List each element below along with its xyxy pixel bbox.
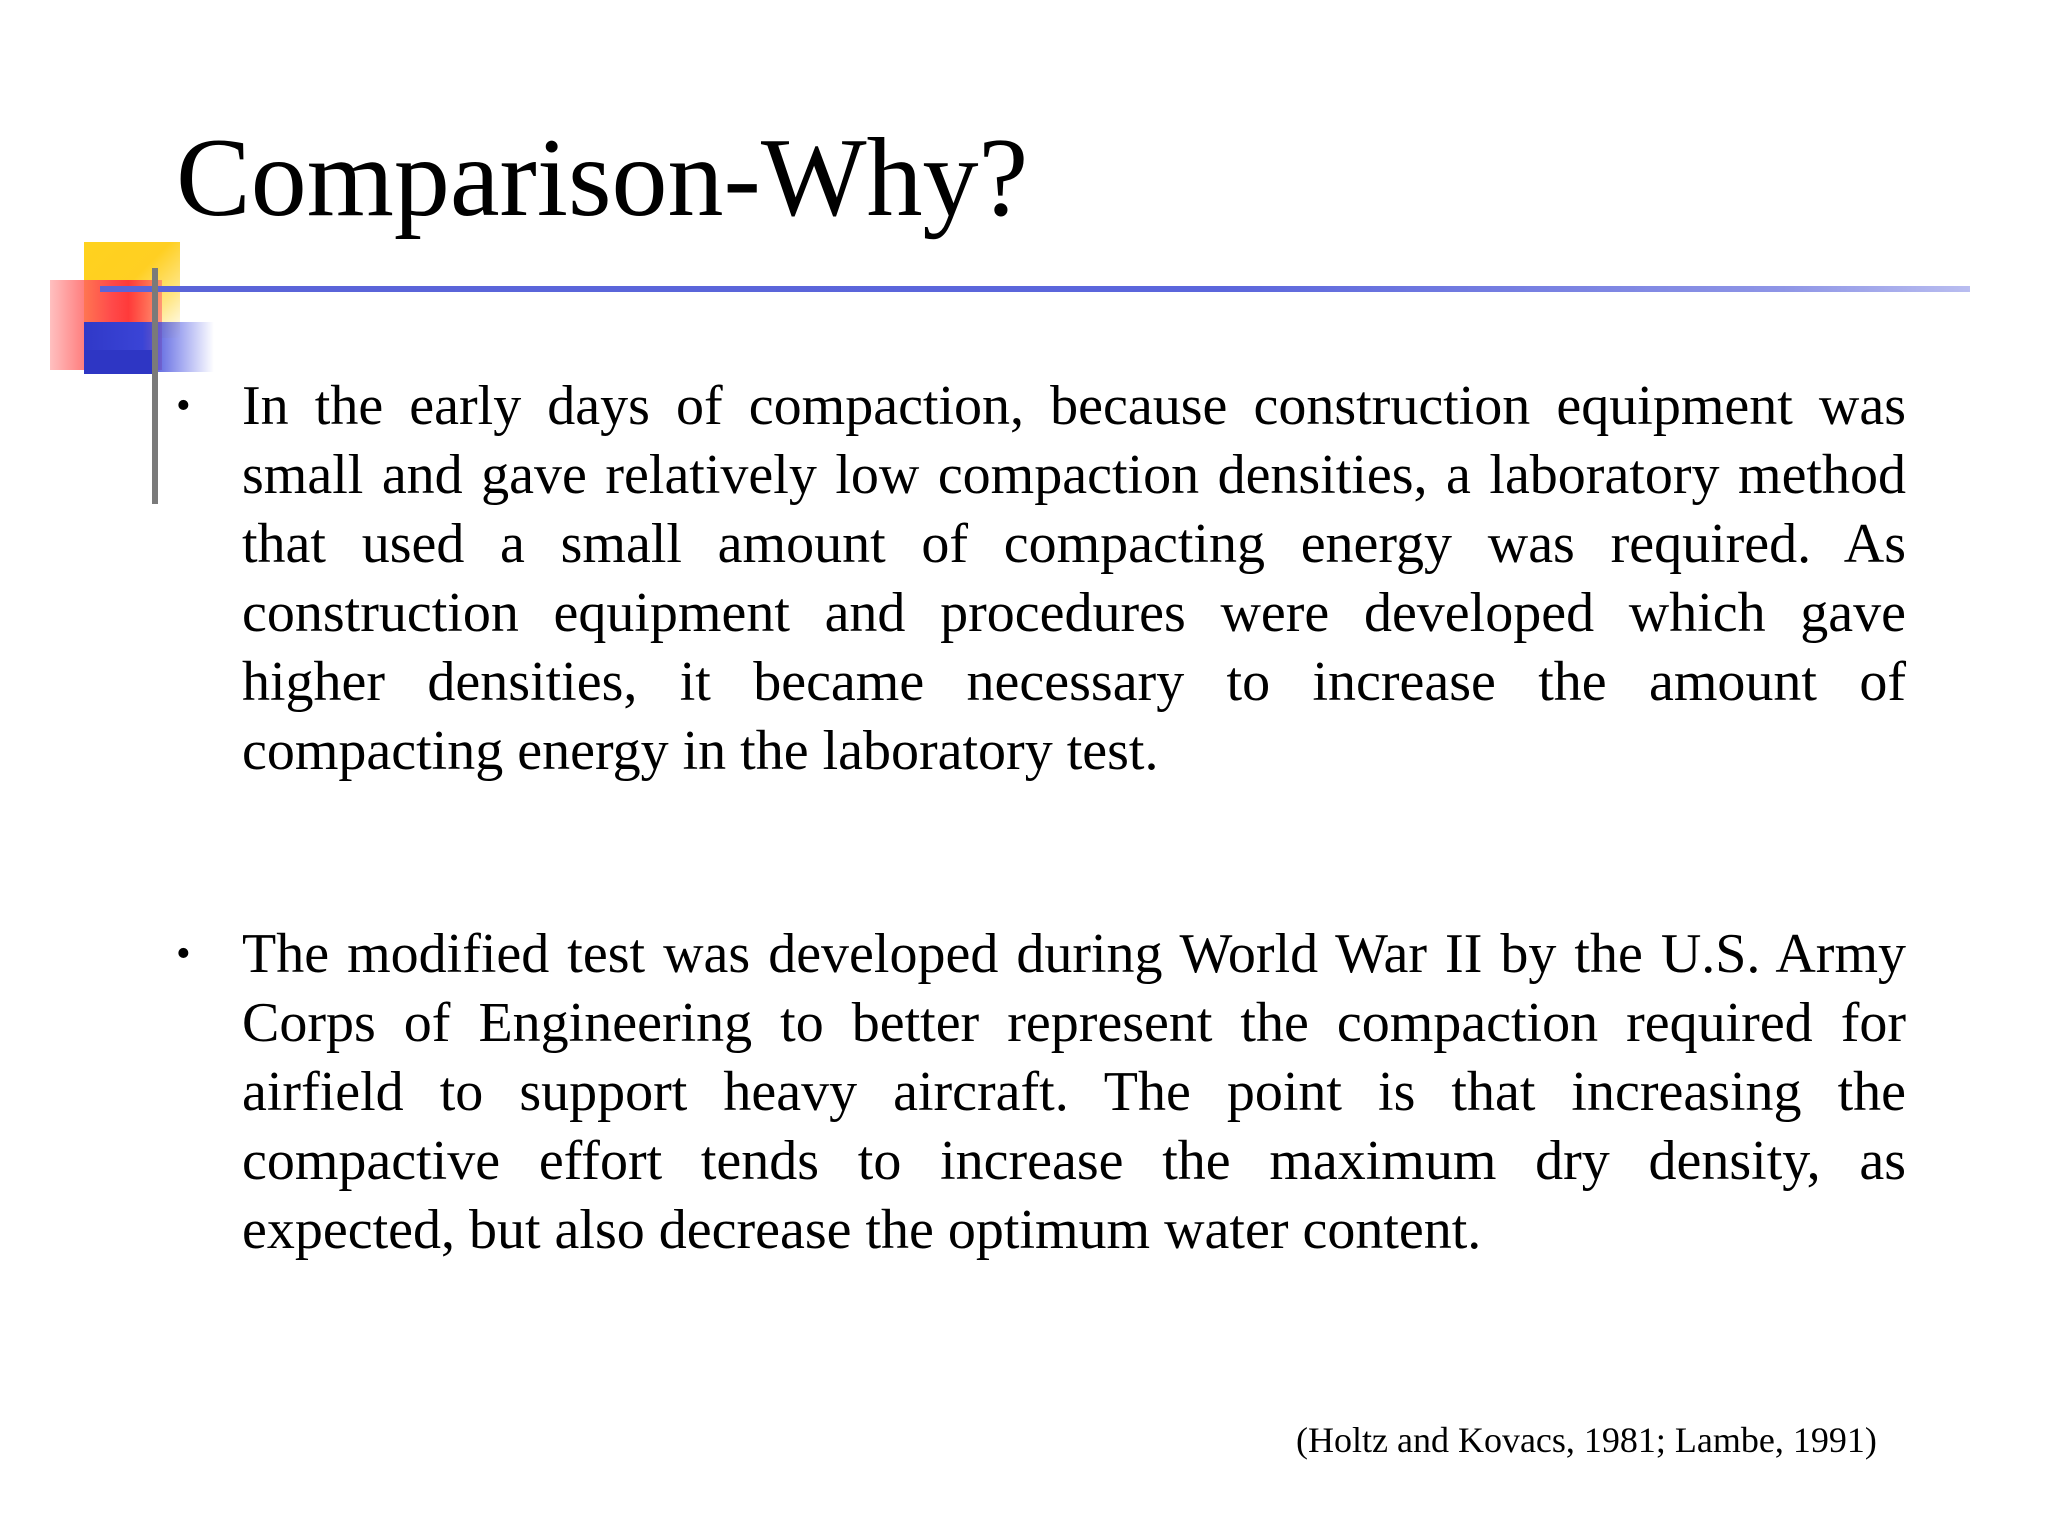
bullet-item bbox=[176, 920, 1906, 1265]
bullet-icon: • bbox=[176, 383, 191, 429]
title-underline bbox=[100, 286, 1970, 292]
bullet-text: In the early days of compaction, because construction equipment was small and gave relatively low compaction densities, a laboratory method that used a small amount of compacting energy was required. As construction equipment and procedures were developed which gave higher densities, it became necessary to increase the amount of compacting energy in the laboratory test. bbox=[242, 375, 1906, 782]
bullet-text: The modified test was developed during World War II by the U.S. Army Corps of Engineering to better represent the compaction required for airfield to support heavy aircraft. The point is that increasing the compactive effort tends to increase the maximum dry density, as expected, but also decrease the optimum water content. bbox=[242, 923, 1906, 1261]
decorative-vertical-line bbox=[152, 268, 158, 504]
bullet-list bbox=[176, 372, 1906, 1265]
slide-title: Comparison-Why? bbox=[176, 116, 1029, 240]
decorative-blue-block bbox=[84, 350, 154, 374]
bullet-item bbox=[176, 372, 1906, 786]
citation: (Holtz and Kovacs, 1981; Lambe, 1991) bbox=[1296, 1420, 1877, 1460]
bullet-icon: • bbox=[176, 931, 191, 977]
